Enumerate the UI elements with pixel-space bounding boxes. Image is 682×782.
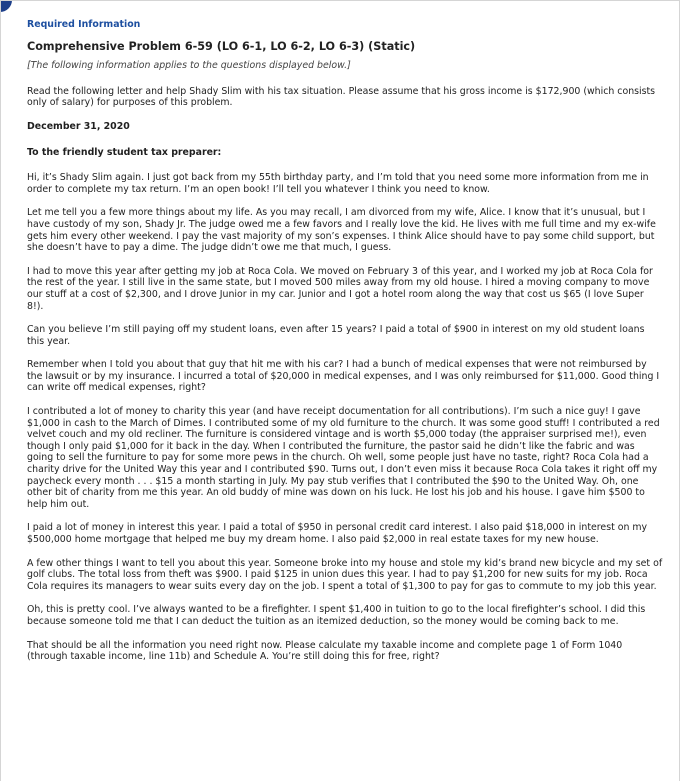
letter-paragraph: Remember when I told you about that guy that hit me with his car? I had a bunch of medical expenses that were not reimbursed by the lawsuit or by my insurance. I incurred a total of $20,000 in medical expenses, and I was only reimbursed for $11,000. Good thing I can write off medical expenses, right? bbox=[27, 359, 660, 394]
letter-date: December 31, 2020 bbox=[27, 120, 130, 132]
letter-paragraph: I contributed a lot of money to charity this year (and have receipt documentation for all contributions). I’m such a nice guy! I gave $1,000 in cash to the March of Dimes. I contributed some of my old furniture to the church. It was some good stuff! I contributed a red velvet couch and my old recliner. The furniture is considered vintage and is worth $5,000 today (the appraiser surprised me!), even though I only paid $1,000 for it back in the day. When I contributed the furniture, the pastor said he didn’t like the fabric and was going to sell the furniture to pay for some more pews in the church. Oh well, some people just have no taste, right? Roca Cola had a charity drive for the United Way this year and I contributed $90. Turns out, I don’t even miss it because Roca Cola takes it right off my paycheck every month . . . $15 a month starting in July. My pay stub verifies that I contributed the $90 to the United Way. Oh, one other bit of charity from me this year. An old buddy of mine was down on his luck. He lost his job and his house. I gave him $500 to help him out. bbox=[27, 406, 660, 510]
letter-paragraph: A few other things I want to tell you about this year. Someone broke into my house and stole my kid’s brand new bicycle and my set of golf clubs. The total loss from theft was $900. I paid $125 in union dues this year. I had to pay $1,200 for new suits for my job. Roca Cola requires its managers to wear suits every day on the job. I spent a total of $1,300 to pay for gas to commute to my job this year. bbox=[27, 557, 663, 592]
applies-note: [The following information applies to the questions displayed below.] bbox=[27, 60, 351, 72]
letter-paragraph: I paid a lot of money in interest this year. I paid a total of $950 in personal credit card interest. I also paid $18,000 in interest on my $500,000 home mortgage that helped me buy my dream home. I also paid $2,000 in real estate taxes for my new house. bbox=[27, 522, 648, 545]
problem-title: Comprehensive Problem 6-59 (LO 6-1, LO 6-2, LO 6-3) (Static) bbox=[27, 39, 416, 53]
letter-paragraph: Let me tell you a few more things about my life. As you may recall, I am divorced from my wife, Alice. I know that it’s unusual, but I have custody of my son, Shady Jr. The judge owed me a few favors and I really love the kid. He lives with me full time and my ex-wife gets him every other weekend. I pay the vast majority of my son’s expenses. I think Alice should have to pay some child support, but she doesn’t have to pay a dime. The judge didn’t owe me that much, I guess. bbox=[27, 207, 656, 254]
letter-paragraph: Oh, this is pretty cool. I’ve always wanted to be a firefighter. I spent $1,400 in tuition to go to the local firefighter’s school. I did this because someone told me that I can deduct the tuition as an itemized deduction, so the money would be coming back to me. bbox=[27, 604, 646, 627]
letter-paragraph: Can you believe I’m still paying off my student loans, even after 15 years? I paid a total of $900 in interest on my old student loans this year. bbox=[27, 324, 645, 347]
letter-paragraph: That should be all the information you need right now. Please calculate my taxable income and complete page 1 of Form 1040 (through taxable income, line 11b) and Schedule A. You’re still doing this for free, right? bbox=[27, 639, 623, 663]
letter-salutation: To the friendly student tax preparer: bbox=[27, 146, 222, 158]
intro-paragraph: Read the following letter and help Shady Slim with his tax situation. Please assume that his gross income is $172,900 (which consists only of salary) for purposes of this problem. bbox=[27, 85, 656, 109]
required-information-label: Required Information bbox=[27, 19, 141, 30]
letter-paragraph: I had to move this year after getting my job at Roca Cola. We moved on February 3 of this year, and I worked my job at Roca Cola for the rest of the year. I still live in the same state, but I moved 500 miles away from my old house. I hired a moving company to move our stuff at a cost of $2,300, and I drove Junior in my car. Junior and I got a hotel room along the way that cost us $65 (I love Super 8!). bbox=[27, 265, 653, 312]
content bbox=[27, 19, 663, 675]
letter-paragraph: Hi, it’s Shady Slim again. I just got back from my 55th birthday party, and I’m told that you need some more information from me in order to complete my tax return. I’m an open book! I’ll tell you whatever I think you need to know. bbox=[27, 172, 649, 195]
